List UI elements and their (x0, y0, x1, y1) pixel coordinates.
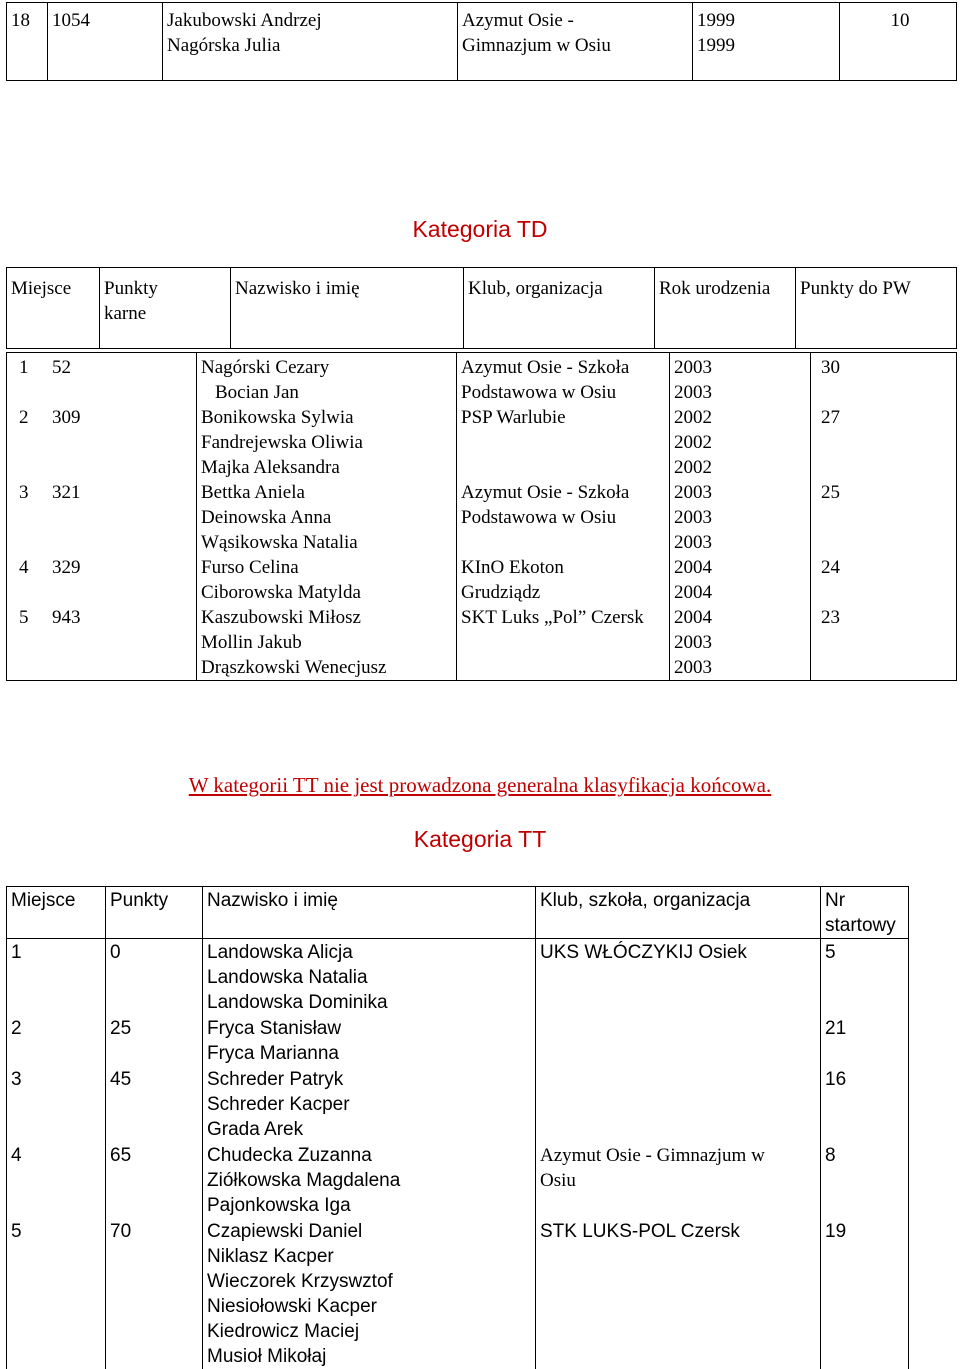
club-line: UKS WŁÓCZYKIJ Osiek (540, 942, 747, 963)
years-cell (670, 353, 811, 681)
pw-value: 25 (821, 482, 840, 503)
td-results-table (6, 352, 957, 681)
club-line: SKT Luks „Pol” Czersk (461, 607, 644, 628)
name-line: Nagórski Cezary (201, 357, 330, 378)
year-line: 2003 (674, 382, 712, 403)
top-results-table (6, 2, 957, 81)
club-cell (536, 1218, 821, 1369)
place: 3 (7, 1066, 106, 1142)
name-line: Jakubowski Andrzej (167, 10, 322, 31)
year-line: 2002 (674, 457, 712, 478)
header-points (100, 268, 231, 349)
header-name: Nazwisko i imię (231, 268, 464, 349)
td-header-table (6, 267, 957, 349)
year-line: 2003 (674, 482, 712, 503)
club-line: PSP Warlubie (461, 407, 566, 428)
points-cell: 1054 (48, 3, 163, 81)
years-cell (693, 3, 840, 81)
pw-cell (811, 353, 957, 681)
nr: 21 (821, 1015, 909, 1066)
row-5 (11, 605, 196, 630)
club-cell (536, 1142, 821, 1218)
points: 52 (52, 357, 71, 378)
name-line: Landowska Dominika (207, 992, 388, 1013)
points: 321 (52, 482, 81, 503)
names-cell (203, 1066, 536, 1142)
header-points-line: karne (104, 303, 147, 324)
header-points: Punkty (106, 887, 203, 939)
club-line: KInO Ekoton (461, 557, 564, 578)
club-cell (457, 353, 670, 681)
club-line: Gimnazjum w Osiu (462, 35, 611, 56)
club-line: Azymut Osie - Szkoła (461, 482, 630, 503)
name-line: Furso Celina (201, 557, 299, 578)
name-line: Kiedrowicz Maciej (207, 1321, 360, 1342)
row-2 (11, 405, 196, 430)
name-line: Chudecka Zuzanna (207, 1145, 372, 1166)
club-cell (458, 3, 693, 81)
place: 3 (19, 482, 29, 503)
year-line: 2003 (674, 657, 712, 678)
names-cell (163, 3, 458, 81)
tt-results-table (6, 886, 909, 1369)
place: 4 (7, 1142, 106, 1218)
header-year: Rok urodzenia (655, 268, 796, 349)
header-place: Miejsce (7, 268, 100, 349)
place: 2 (7, 1015, 106, 1066)
header-club: Klub, organizacja (464, 268, 655, 349)
names-cell (197, 353, 457, 681)
names-cell (203, 939, 536, 1016)
header-nr-line: startowy (825, 915, 896, 936)
category-td-heading: Kategoria TD (412, 216, 548, 242)
club-cell (536, 1066, 821, 1142)
place: 5 (19, 607, 29, 628)
pw-value: 30 (821, 357, 840, 378)
club-line: Grudziądz (461, 582, 541, 603)
club-cell (536, 1015, 821, 1066)
name-line: Wieczorek Krzyswztof (207, 1271, 393, 1292)
pw-cell: 10 (840, 3, 957, 81)
points: 25 (106, 1015, 203, 1066)
table-row (7, 939, 909, 1016)
club-line: STK LUKS-POL Czersk (540, 1221, 740, 1242)
row-3 (11, 480, 196, 505)
nr: 16 (821, 1066, 909, 1142)
name-line: Grada Arek (207, 1119, 304, 1140)
name-line: Deinowska Anna (201, 507, 332, 528)
tt-note: W kategorii TT nie jest prowadzona generalna klasyfikacja końcowa. (188, 773, 772, 797)
header-nr (821, 887, 909, 939)
club-line: Azymut Osie - Szkoła (461, 357, 630, 378)
nr: 19 (821, 1218, 909, 1369)
names-cell (203, 1015, 536, 1066)
name-line: Landowska Natalia (207, 967, 368, 988)
place-cell: 18 (7, 3, 48, 81)
club-line: Podstawowa w Osiu (461, 507, 617, 528)
name-line: Pajonkowska Iga (207, 1195, 351, 1216)
table-row (7, 353, 957, 681)
name-line: Majka Aleksandra (201, 457, 340, 478)
name-line: Czapiewski Daniel (207, 1221, 363, 1242)
club-line: Azymut Osie - Gimnazjum w (540, 1145, 765, 1166)
name-line: Fandrejewska Oliwia (201, 432, 363, 453)
name-line: Musioł Mikołaj (207, 1346, 327, 1367)
year-line: 2002 (674, 432, 712, 453)
table-row (7, 1015, 909, 1066)
place: 5 (7, 1218, 106, 1369)
name-line: Ciborowska Matylda (201, 582, 361, 603)
header-points-line: Punkty (104, 278, 158, 299)
row-1 (11, 355, 196, 380)
names-cell (203, 1218, 536, 1369)
name-line: Ziółkowska Magdalena (207, 1170, 401, 1191)
name-line: Fryca Stanisław (207, 1018, 342, 1039)
table-row (7, 1066, 909, 1142)
place: 1 (19, 357, 29, 378)
name-line: Niesiołowski Kacper (207, 1296, 378, 1317)
year-line: 1999 (697, 35, 735, 56)
header-nr-line: Nr (825, 890, 846, 911)
table-row (7, 3, 957, 81)
points: 70 (106, 1218, 203, 1369)
club-line: Azymut Osie - (462, 10, 574, 31)
year-line: 1999 (697, 10, 735, 31)
name-line: Bocian Jan (215, 382, 299, 403)
name-line: Bonikowska Sylwia (201, 407, 354, 428)
name-line: Drąszkowski Wenecjusz (201, 657, 387, 678)
points: 309 (52, 407, 81, 428)
table-row (7, 1218, 909, 1369)
name-line: Bettka Aniela (201, 482, 305, 503)
pw-value: 27 (821, 407, 840, 428)
table-row (7, 1142, 909, 1218)
points: 0 (106, 939, 203, 1016)
year-line: 2004 (674, 607, 712, 628)
points: 943 (52, 607, 81, 628)
name-line: Schreder Kacper (207, 1094, 350, 1115)
row-4 (11, 555, 196, 580)
nr: 8 (821, 1142, 909, 1218)
year-line: 2003 (674, 507, 712, 528)
header-pw: Punkty do PW (796, 268, 957, 349)
pw-value: 24 (821, 557, 840, 578)
name-line: Fryca Marianna (207, 1043, 339, 1064)
pw-value: 23 (821, 607, 840, 628)
points: 329 (52, 557, 81, 578)
header-row (7, 268, 957, 349)
points: 45 (106, 1066, 203, 1142)
name-line: Mollin Jakub (201, 632, 302, 653)
club-line: Osiu (540, 1170, 576, 1191)
header-club: Klub, szkoła, organizacja (536, 887, 821, 939)
place-points-cell (7, 353, 197, 681)
club-cell (536, 939, 821, 1016)
name-line: Niklasz Kacper (207, 1246, 334, 1267)
nr: 5 (821, 939, 909, 1016)
name-line: Nagórska Julia (167, 35, 281, 56)
year-line: 2003 (674, 357, 712, 378)
header-place: Miejsce (7, 887, 106, 939)
header-row (7, 887, 909, 939)
place: 2 (19, 407, 29, 428)
name-line: Landowska Alicja (207, 942, 353, 963)
header-name: Nazwisko i imię (203, 887, 536, 939)
name-line: Kaszubowski Miłosz (201, 607, 361, 628)
year-line: 2003 (674, 532, 712, 553)
year-line: 2004 (674, 557, 712, 578)
year-line: 2003 (674, 632, 712, 653)
year-line: 2004 (674, 582, 712, 603)
name-line: Schreder Patryk (207, 1069, 344, 1090)
place: 1 (7, 939, 106, 1016)
club-line: Podstawowa w Osiu (461, 382, 617, 403)
points: 65 (106, 1142, 203, 1218)
category-tt-heading: Kategoria TT (413, 826, 547, 852)
names-cell (203, 1142, 536, 1218)
name-line: Wąsikowska Natalia (201, 532, 358, 553)
place: 4 (19, 557, 29, 578)
year-line: 2002 (674, 407, 712, 428)
